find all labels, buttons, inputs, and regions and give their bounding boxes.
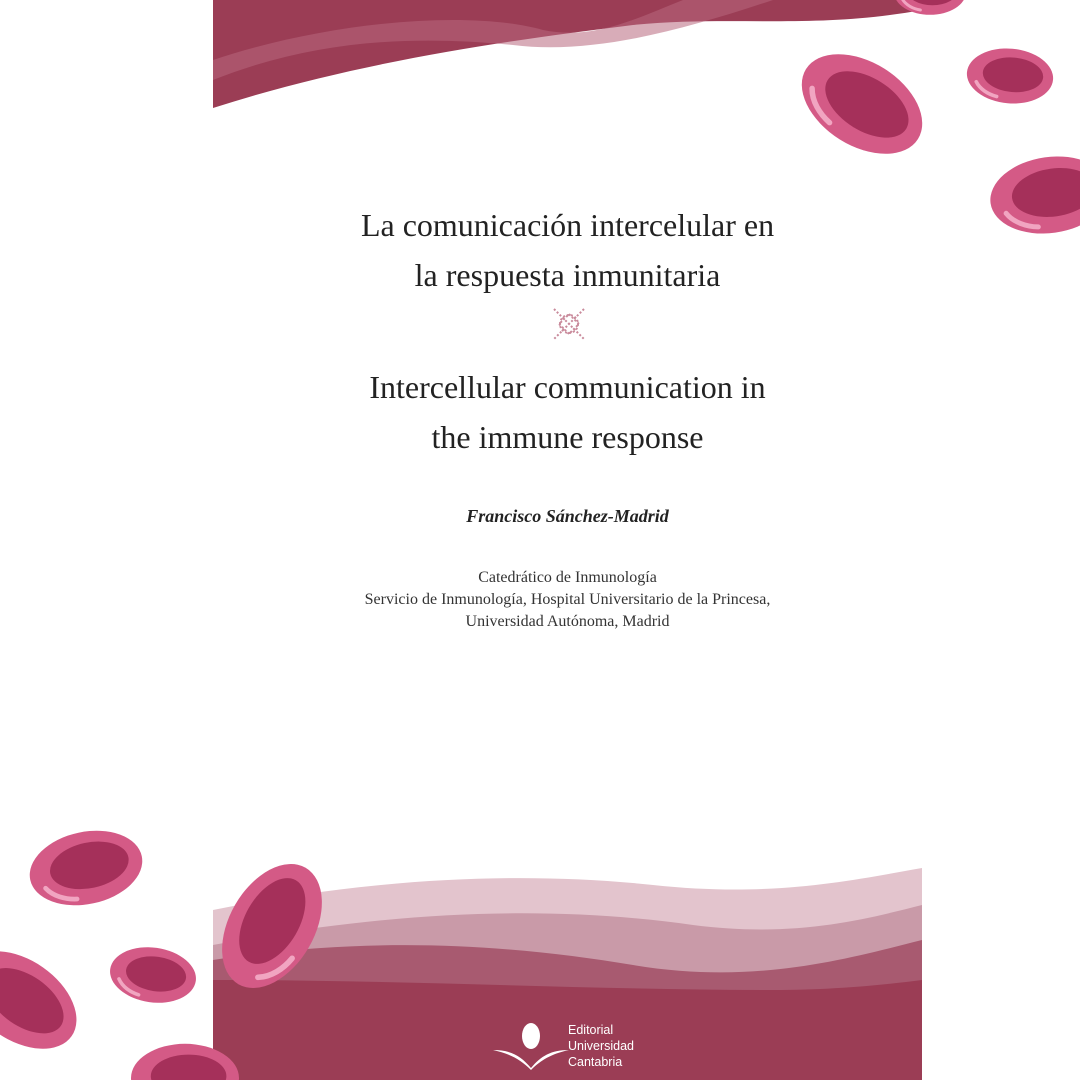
red-blood-cell-icon <box>202 847 343 1006</box>
red-blood-cell-icon <box>0 931 94 1069</box>
publisher-name-line: Universidad <box>568 1039 635 1053</box>
title-spanish: La comunicación intercelular en la respuesta inmunitaria <box>360 207 775 293</box>
affiliation-line: Universidad Autónoma, Madrid <box>465 613 670 630</box>
red-blood-cell-icon <box>23 821 150 915</box>
red-blood-cell-icon <box>965 45 1056 107</box>
publisher-name-line: Cantabria <box>568 1055 623 1069</box>
title-english: Intercellular communication in the immune response <box>369 369 766 455</box>
affiliation-line: Servicio de Inmunología, Hospital Universitario de la Princesa, <box>364 591 771 608</box>
red-blood-cell-icon <box>106 942 199 1008</box>
author-name: Francisco Sánchez-Madrid <box>466 506 669 526</box>
red-blood-cell-icon <box>894 0 966 15</box>
publisher-name-line: Editorial <box>568 1023 614 1037</box>
red-blood-cell-icon <box>131 1044 239 1080</box>
red-blood-cell-icon <box>784 34 940 175</box>
affiliation-line: Catedrático de Inmunología <box>478 569 657 586</box>
red-blood-cell-icon <box>985 149 1080 241</box>
